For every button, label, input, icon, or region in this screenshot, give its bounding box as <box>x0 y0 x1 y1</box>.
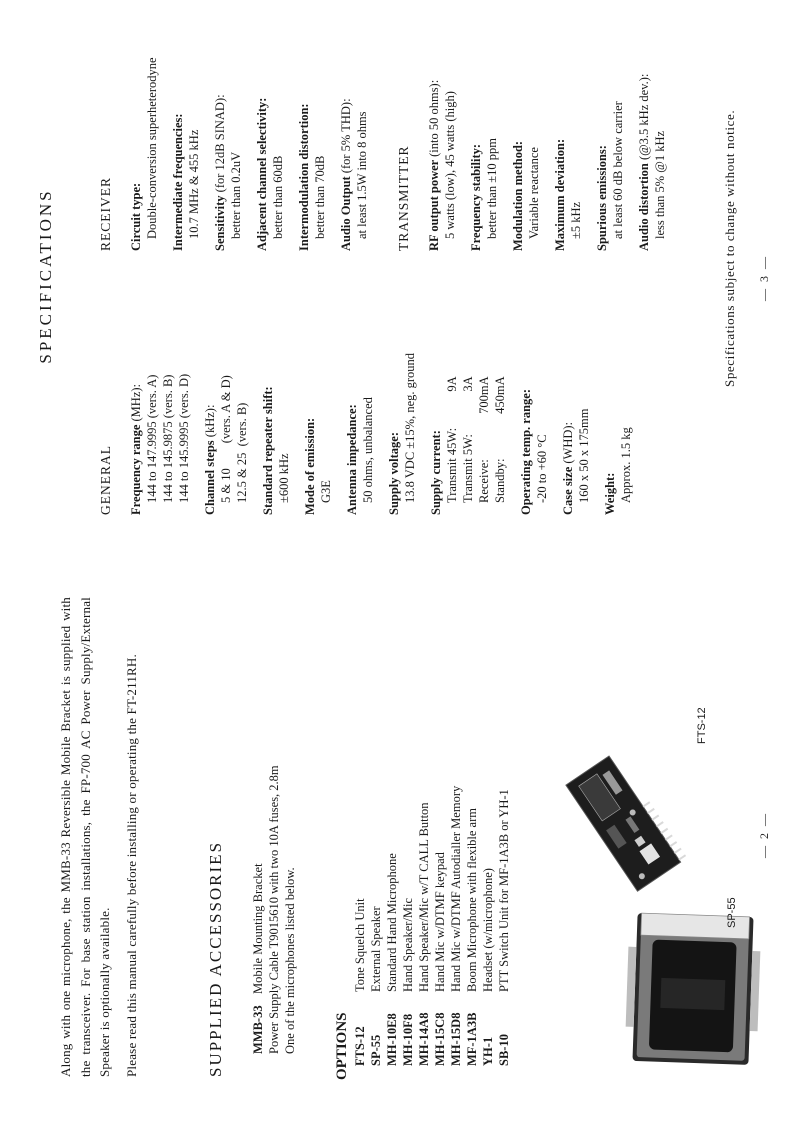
transmitter-heading: TRANSMITTER <box>396 145 411 251</box>
current-value: 700mA <box>477 376 491 414</box>
options-title: OPTIONS <box>334 1012 350 1080</box>
imd-value: better than 70dB <box>313 155 327 239</box>
current-key: Transmit 45W: <box>445 427 459 503</box>
antenna-value: 50 ohms, unbalanced <box>361 397 375 503</box>
intermod-item <box>296 6 328 251</box>
adj-label: Adjacent channel selectivity: <box>255 97 269 251</box>
option-row <box>480 586 496 1066</box>
spurious-item <box>594 6 626 251</box>
freq-label: Frequency range <box>129 424 143 515</box>
option-desc: Hand Speaker/Mic <box>401 897 415 992</box>
option-row <box>368 586 384 1066</box>
temp-label: Operating temp. range: <box>519 388 533 515</box>
option-code: MH-14A8 <box>417 1012 431 1066</box>
current-key: Receive: <box>477 459 491 503</box>
option-desc: Standard Hand Microphone <box>385 853 399 992</box>
rf-value: 5 watts (low), 45 watts (high) <box>443 91 457 239</box>
page-number-2: — 2 — <box>757 812 771 858</box>
option-desc: Headset (w/microphone) <box>481 868 495 992</box>
antenna-impedance-item <box>344 255 376 515</box>
current-value: 9A <box>445 376 459 392</box>
if-value: 10.7 MHz & 455 kHz <box>187 129 201 239</box>
mode-value: G3E <box>319 480 333 503</box>
general-column <box>98 255 644 515</box>
spur-label: Spurious emissions: <box>595 145 609 251</box>
case-label: Case size <box>561 466 575 515</box>
fstab-label: Frequency stability: <box>469 143 483 251</box>
audio-distortion-item <box>636 6 668 251</box>
option-code: SP-55 <box>369 1034 383 1066</box>
option-code: MH-15C8 <box>433 1012 447 1066</box>
option-desc: PTT Switch Unit for MF-1A3B or YH-1 <box>497 789 511 992</box>
option-code: MH-10F8 <box>401 1013 415 1066</box>
current-value: 3A <box>461 376 475 392</box>
general-heading: GENERAL <box>98 445 113 515</box>
option-code: MH-15D8 <box>449 1012 463 1066</box>
freq-range-item <box>128 255 192 515</box>
option-code: SB-10 <box>497 1034 511 1066</box>
audio-label: Audio Output <box>339 176 353 251</box>
supplied-accessories-title: SUPPLIED ACCESSORIES <box>206 840 225 1077</box>
sp55-speaker-photo <box>614 894 774 1084</box>
circuit-label: Circuit type: <box>129 182 143 251</box>
option-desc: Hand Speaker/Mic w/T CALL Button <box>417 802 431 992</box>
options-list <box>352 586 512 1066</box>
option-row <box>416 586 432 1066</box>
mod-value: Variable reactance <box>527 147 541 239</box>
circuit-value: Double-conversion superheterodyne <box>145 57 159 239</box>
case-unit: (WHD): <box>561 421 575 464</box>
option-desc: Hand Mic w/DTMF Autodialler Memory <box>449 785 463 992</box>
accessory-desc: Mobile Mounting Bracket <box>251 863 265 994</box>
freq-stability-item <box>468 6 500 251</box>
shift-value: ±600 kHz <box>277 453 291 503</box>
receiver-heading: RECEIVER <box>98 177 113 251</box>
page-2 <box>0 561 793 1122</box>
if-freq-item <box>170 6 202 251</box>
adist-unit: (@3.5 kHz dev.): <box>637 73 651 160</box>
current-table <box>444 376 508 503</box>
option-row <box>432 586 448 1066</box>
accessory-code: MMB-33 <box>251 1005 265 1054</box>
option-code: MF-1A3B <box>465 1012 479 1066</box>
current-key: Standby: <box>493 458 507 503</box>
sens-value: better than 0.2uV <box>229 151 243 239</box>
specifications-title: SPECIFICATIONS <box>36 188 55 364</box>
max-deviation-item <box>552 6 584 251</box>
imd-label: Intermodulation distortion: <box>297 103 311 251</box>
steps-value-2: 12.5 & 25 (vers. B) <box>235 402 249 503</box>
supply-current-item <box>428 255 508 515</box>
accessory-list <box>250 584 298 1054</box>
option-row <box>352 586 368 1066</box>
spur-value: at least 60 dB below carrier <box>611 101 625 239</box>
circuit-type-item <box>128 6 160 251</box>
supply-voltage-item <box>386 255 418 515</box>
current-label: Supply current: <box>429 430 443 515</box>
fts12-board-photo <box>558 750 688 900</box>
accessory-line-mics: One of the microphones listed below. <box>283 867 297 1054</box>
audio-output-item <box>338 6 370 251</box>
option-row <box>464 586 480 1066</box>
option-desc: Boom Microphone with flexible arm <box>465 808 479 992</box>
option-row <box>400 586 416 1066</box>
current-key: Transmit 5W: <box>461 434 475 503</box>
operating-temp-item <box>518 255 550 515</box>
adist-value: less than 5% @1 kHz <box>653 130 667 239</box>
if-label: Intermediate frequencies: <box>171 113 185 251</box>
antenna-label: Antenna impedance: <box>345 404 359 515</box>
option-desc: Tone Squelch Unit <box>353 898 367 992</box>
option-row <box>384 586 400 1066</box>
mod-label: Modulation method: <box>511 140 525 251</box>
specs-notice: Specifications subject to change without notice. <box>722 109 737 387</box>
sp55-photo-label: SP-55 <box>726 897 738 928</box>
accessory-line-cable: Power Supply Cable T9015610 with two 10A fuses, 2.8m <box>267 765 281 1054</box>
adist-label: Audio distortion <box>637 163 651 251</box>
option-code: MH-10E8 <box>385 1013 399 1066</box>
freq-vers-b: 144 to 145.9875 (vers. B) <box>161 374 175 503</box>
option-desc: Hand Mic w/DTMF keypad <box>433 852 447 992</box>
case-value: 160 x 50 x 175mm <box>577 408 591 503</box>
temp-value: -20 to +60 °C <box>535 434 549 503</box>
receiver-transmitter-column <box>98 6 678 251</box>
adj-value: better than 60dB <box>271 155 285 239</box>
modulation-item <box>510 6 542 251</box>
option-desc: External Speaker <box>369 906 383 992</box>
repeater-shift-item <box>260 255 292 515</box>
fstab-value: better than ±10 ppm <box>485 138 499 239</box>
current-value: 450mA <box>493 376 507 414</box>
adjacent-channel-item <box>254 6 286 251</box>
rf-output-item <box>426 6 458 251</box>
freq-vers-a: 144 to 147.9995 (vers. A) <box>145 374 159 503</box>
intro-paragraph-1: Along with one microphone, the MMB-33 Reversible Mobile Bracket is supplied with the transceiver. For base station installations, the FP-700 AC Power Supply/External Speaker is optionally available. <box>58 597 112 1077</box>
weight-label: Weight: <box>603 472 617 515</box>
sens-label: Sensitivity <box>213 195 227 251</box>
option-row <box>496 586 512 1066</box>
rf-unit: (into 50 ohms): <box>427 79 441 157</box>
steps-unit: (kHz): <box>203 404 217 438</box>
freq-vers-d: 144 to 145.9995 (vers. D) <box>177 373 191 503</box>
voltage-label: Supply voltage: <box>387 431 401 515</box>
freq-unit: (MHz): <box>129 383 143 422</box>
option-code: YH-1 <box>481 1036 495 1066</box>
audio-value: at least 1.5W into 8 ohms <box>355 111 369 239</box>
sensitivity-item <box>212 6 244 251</box>
mode-label: Mode of emission: <box>303 417 317 515</box>
dev-value: ±5 kHz <box>569 201 583 239</box>
case-size-item <box>560 255 592 515</box>
rf-label: RF output power <box>427 160 441 251</box>
steps-label: Channel steps <box>203 440 217 515</box>
dev-label: Maximum deviation: <box>553 138 567 251</box>
sens-unit: (for 12dB SINAD): <box>213 94 227 193</box>
page-number-3: — 3 — <box>757 255 771 301</box>
mode-emission-item <box>302 255 334 515</box>
option-code: FTS-12 <box>353 1026 367 1066</box>
weight-item <box>602 255 634 515</box>
option-row <box>448 586 464 1066</box>
shift-label: Standard repeater shift: <box>261 386 275 515</box>
intro-paragraph-2: Please read this manual carefully before installing or operating the FT-211RH. <box>124 654 139 1077</box>
voltage-value: 13.8 VDC ±15%, neg. ground <box>403 352 417 503</box>
audio-unit: (for 5% THD): <box>339 98 353 174</box>
weight-value: Approx. 1.5 kg <box>619 427 633 503</box>
steps-value-1: 5 & 10 (vers. A & D) <box>219 375 233 503</box>
channel-steps-item <box>202 255 250 515</box>
fts12-photo-label: FTS-12 <box>696 707 708 744</box>
